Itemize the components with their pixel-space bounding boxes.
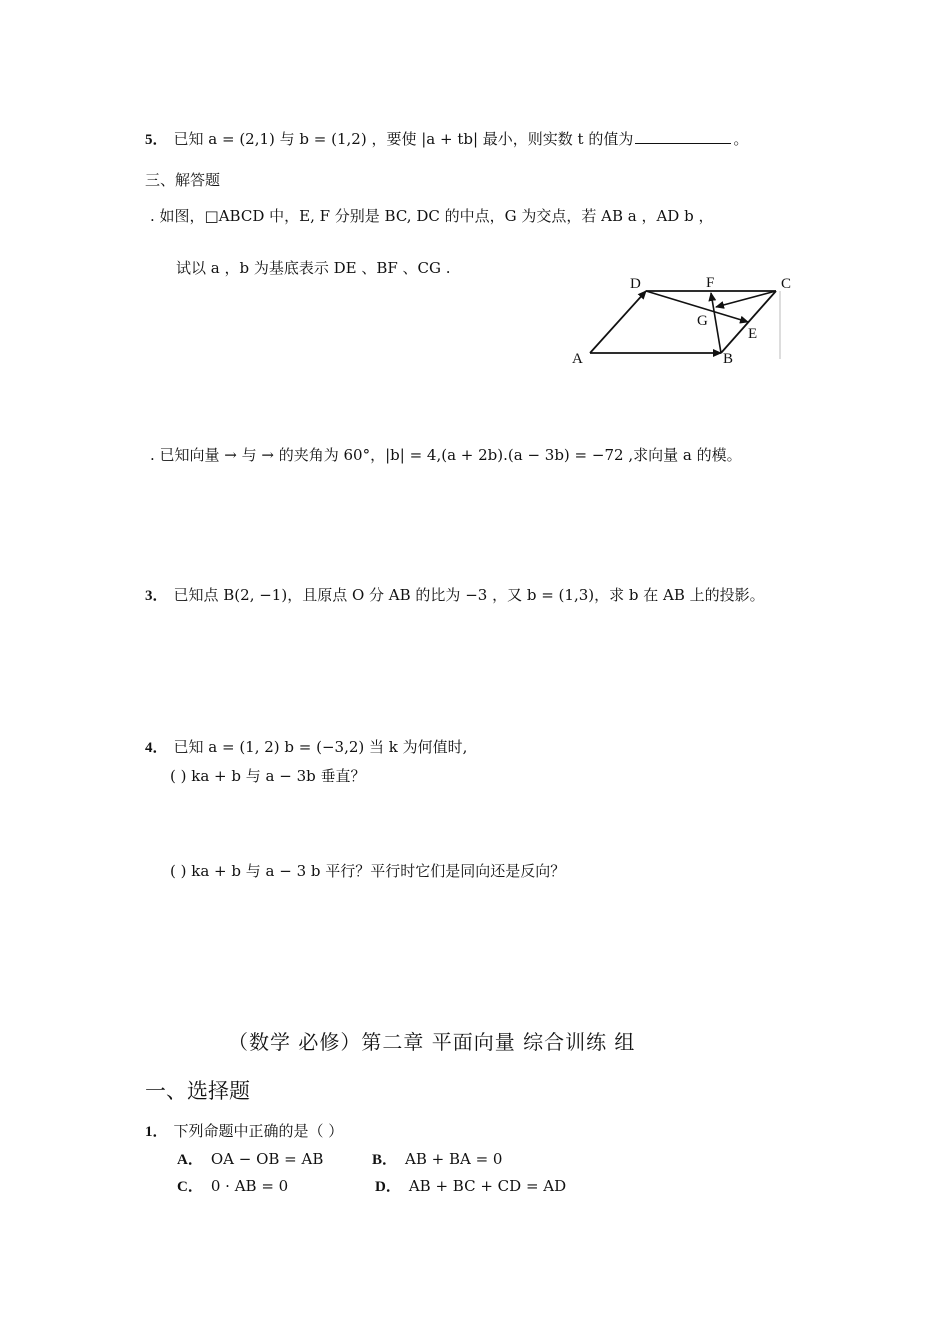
problem-text: 已知 a = (1, 2) b = (−3,2) 当 k 为何值时, (173, 738, 468, 756)
label-F: F (706, 275, 715, 291)
problem-4-part-1: ( ) ka + b 与 a − 3b 垂直？ (170, 767, 366, 785)
problem-number: 4． (145, 740, 168, 756)
label-A: A (572, 351, 583, 367)
option-C[interactable] (177, 1175, 288, 1196)
problem-number: 3． (145, 588, 168, 604)
question-end: 。 (733, 130, 749, 148)
vector-BF (711, 293, 721, 353)
label-B: B (723, 351, 734, 367)
question-5 (145, 129, 748, 150)
problem-1-line-1: . 如图，□ABCD 中，E, F 分别是 BC, DC 的中点，G 为交点，若 AB a ，AD b ， (150, 207, 714, 225)
option-label: B． (372, 1152, 398, 1168)
question-number: 5． (145, 132, 168, 148)
problem-3 (145, 585, 765, 606)
label-D: D (630, 276, 641, 292)
parallelogram-figure (566, 270, 796, 374)
option-label: D． (375, 1179, 401, 1195)
problem-4 (145, 737, 467, 758)
vector-CG (716, 291, 776, 307)
section-heading-3: 三、解答题 (145, 171, 221, 189)
label-C: C (781, 276, 792, 292)
option-label: C． (177, 1179, 203, 1195)
edge-AD (590, 291, 646, 353)
option-B[interactable] (372, 1148, 502, 1169)
problem-1-line-2: 试以 a ，b 为基底表示 DE 、BF 、CG . (176, 259, 451, 277)
problem-4-part-2: ( ) ka + b 与 a − 3 b 平行？平行时它们是同向还是反向？ (170, 862, 566, 880)
option-D[interactable] (375, 1175, 566, 1196)
option-A[interactable] (177, 1148, 323, 1169)
mc-question-1 (145, 1121, 343, 1142)
question-stem: 下列命题中正确的是（ ） (173, 1122, 344, 1140)
edge-BC (721, 291, 776, 353)
label-E: E (748, 326, 758, 342)
option-text: OA − OB = AB (210, 1150, 324, 1168)
chapter-heading: （数学 必修）第二章 平面向量 综合训练 组 (228, 1030, 636, 1054)
option-text: AB + BC + CD = AD (408, 1177, 567, 1195)
answer-blank[interactable] (635, 129, 731, 144)
question-text: 已知 a = (2,1) 与 b = (1,2) ，要使 |a + tb| 最小，则实数 t 的值为 (173, 130, 634, 148)
option-label: A． (177, 1152, 203, 1168)
problem-text: 已知点 B(2, −1)，且原点 O 分 AB 的比为 −3 ，又 b = (1,3)，求 b 在 AB 上的投影。 (173, 586, 765, 604)
option-text: 0 · AB = 0 (210, 1177, 289, 1195)
option-text: AB + BA = 0 (405, 1150, 503, 1168)
problem-2: . 已知向量 → 与 → 的夹角为 60°，|b| = 4,(a + 2b).(a − 3b) = −72 ,求向量 a 的模。 (150, 446, 742, 464)
section-heading-1: 一、选择题 (145, 1079, 250, 1103)
question-number: 1． (145, 1124, 168, 1140)
label-G: G (697, 313, 708, 329)
